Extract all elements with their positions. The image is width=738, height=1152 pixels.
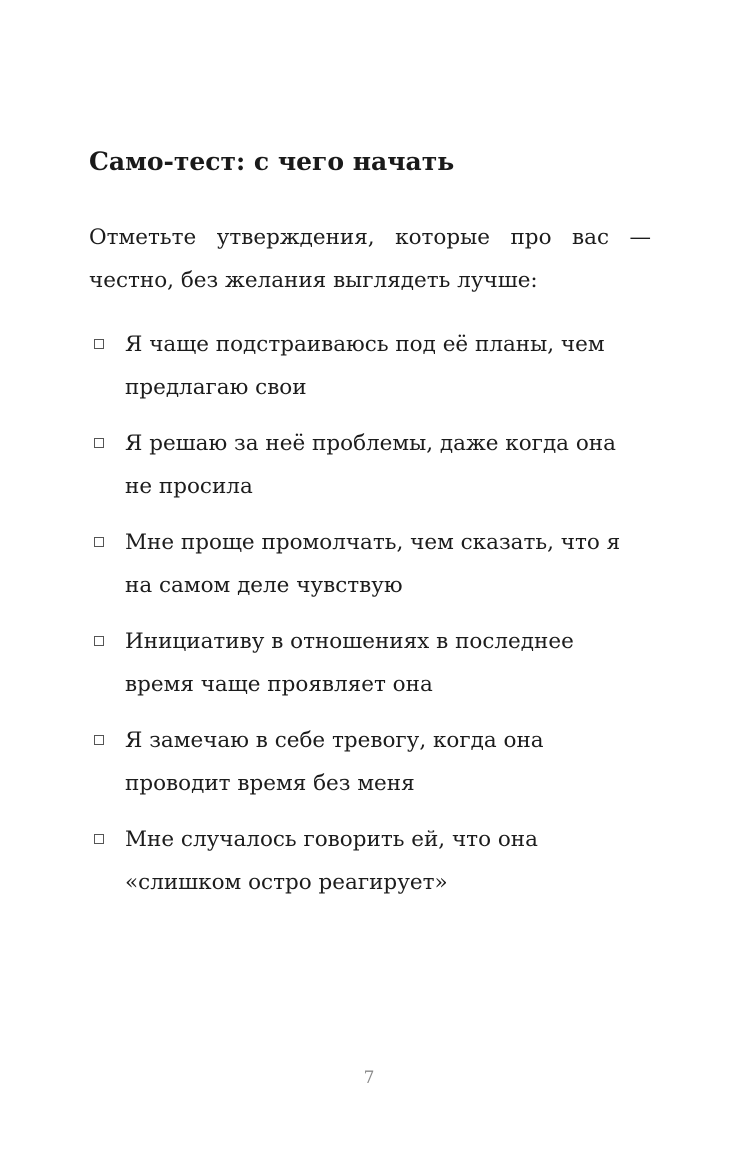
checklist-item [89,422,649,508]
empty-checkbox-icon[interactable] [94,438,104,448]
page-number: 7 [363,1068,375,1088]
checklist-item [89,620,649,706]
checklist-item-text: Я чаще подстраиваюсь под её планы, чем предлагаю свои [125,332,605,400]
checklist-item-text: Инициативу в отношениях в последнее время чаще проявляет она [125,629,574,697]
checklist-item [89,818,649,904]
checklist-item-text: Я решаю за неё проблемы, даже когда она не просила [125,431,616,499]
empty-checkbox-icon[interactable] [94,537,104,547]
empty-checkbox-icon[interactable] [94,339,104,349]
checklist-item [89,719,649,805]
checklist-item-text: Мне проще промолчать, чем сказать, что я на самом деле чувствую [125,530,621,598]
empty-checkbox-icon[interactable] [94,834,104,844]
empty-checkbox-icon[interactable] [94,636,104,646]
empty-checkbox-icon[interactable] [94,735,104,745]
section-title: Само-тест: с чего начать [89,147,455,176]
intro-paragraph: Отметьте утверждения, которые про вас — честно, без желания выглядеть лучше: [89,225,651,293]
checklist-item [89,323,649,409]
checklist-item-text: Я замечаю в себе тревогу, когда она проводит время без меня [125,728,544,796]
self-test-checklist [89,323,649,917]
checklist-item-text: Мне случалось говорить ей, что она «слишком остро реагирует» [125,827,538,895]
checklist-item [89,521,649,607]
